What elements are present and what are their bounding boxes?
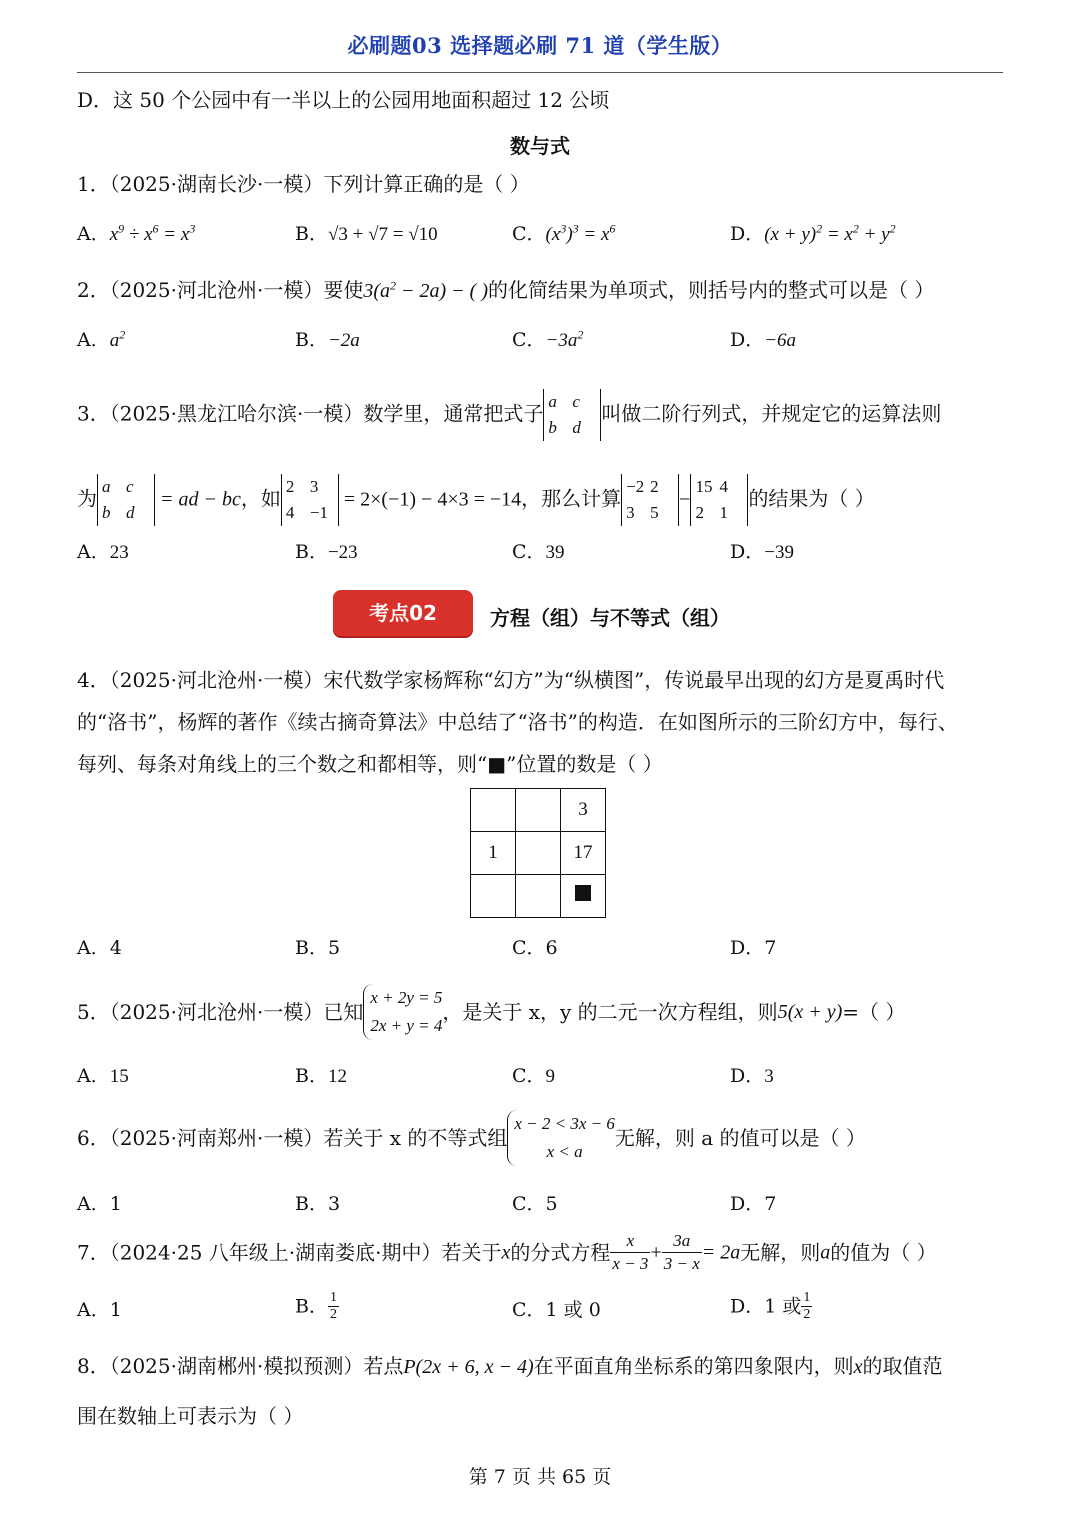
q3-stem: 3．（2025·黑龙江哈尔滨·一模）数学里，通常把式子 a c b d叫做二阶行列式，并规定它的运算法则 [77,389,941,441]
q4-line3: 每列、每条对角线上的三个数之和都相等，则“■”位置的数是（ ） [77,752,663,776]
q7-stem: 7．（2024·25 八年级上·湖南娄底·期中）若关于x的分式方程 $\frac{x}{x - 3}$ + $\frac{3a}{3 - x}$ = 2a无解，则a的值为（ ） [77,1231,937,1273]
q7-option-a: A．1 [77,1299,122,1321]
q8-line2: 围在数轴上可表示为（ ） [77,1404,304,1428]
topic-title: 方程（组）与不等式（组） [490,606,730,630]
q6-stem: 6．（2025·河南郑州·一模）若关于 x 的不等式组x − 2 < 3x − 6 x < a无解，则 a 的值可以是（ ） [77,1110,866,1166]
grid-cell: 1 [471,832,516,875]
q4-option-b: B．5 [295,937,341,959]
page-header-title: 必刷题03 选择题必刷 71 道（学生版） [347,33,733,58]
section-title: 数与式 [510,134,570,158]
q6-option-c: C．5 [512,1193,558,1215]
q1-option-c: C．$(x^3)^3 = x^6$ [512,221,616,245]
q2-option-b: B．−2a [295,329,360,351]
q2-stem: 2．（2025·河北沧州·一模）要使$3(a^2 - 2a)$ − ( )的化简结果为单项式，则括号内的整式可以是（ ） [77,278,935,302]
q3-option-a: A．23 [77,541,129,563]
q6-option-b: B．3 [295,1193,341,1215]
q5-option-d: D．3 [730,1065,774,1087]
grid-cell [561,875,606,918]
prev-option-d: D．这 50 个公园中有一半以上的公园用地面积超过 12 公顷 [77,88,610,112]
q3-option-d: D．−39 [730,541,794,563]
q1-stem: 1．（2025·湖南长沙·一模）下列计算正确的是（ ） [77,172,530,196]
q7-option-d: D．1 或 $\frac{1}{2}$ [730,1290,811,1322]
page-footer: 第 7 页 共 65 页 [468,1466,612,1488]
equation-system: x + 2y = 5 2x + y = 4 [363,984,442,1040]
q4-line1: 4．（2025·河北沧州·一模）宋代数学家杨辉称“幻方”为“纵横图”，传说最早出现的幻方是夏禹时代 [77,668,945,692]
grid-cell [516,789,561,832]
q1-option-b: B．√3 + √7 = √10 [295,223,438,245]
q7-option-c: C．1 或 0 [512,1299,601,1321]
grid-cell [471,789,516,832]
q4-option-c: C．6 [512,937,558,959]
q2-option-c: C．$-3a^2$ [512,327,584,351]
det-definition: a c b d [543,389,601,441]
topic-badge: 考点02 [333,590,473,636]
q1-option-a: A．$x^9 \div x^6 = x^3$ [77,221,196,245]
q4-option-a: A．4 [77,937,122,959]
q5-option-c: C．9 [512,1065,556,1087]
q3-option-b: B．−23 [295,541,358,563]
q6-option-a: A．1 [77,1193,122,1215]
q2-option-a: A．$a^2$ [77,327,126,351]
q5-option-a: A．15 [77,1065,129,1087]
q8-line1: 8．（2025·湖南郴州·模拟预测）若点P(2x + 6, x − 4)在平面直角坐标系的第四象限内，则x的取值范 [77,1354,943,1378]
magic-square-grid [470,788,606,918]
header-divider [77,72,1003,73]
grid-cell [516,875,561,918]
q4-option-d: D．7 [730,937,777,959]
grid-cell [516,832,561,875]
q7-option-b: B． $\frac{1}{2}$ [295,1290,337,1322]
black-square-icon [575,885,591,901]
grid-cell: 3 [561,789,606,832]
grid-cell: 17 [561,832,606,875]
q1-option-d: D．$(x + y)^2 = x^2 + y^2$ [730,221,896,245]
q5-stem: 5．（2025·河北沧州·一模）已知x + 2y = 5 2x + y = 4，是关于 x，y 的二元一次方程组，则5(x + y)=（ ） [77,984,905,1040]
q6-option-d: D．7 [730,1193,777,1215]
q2-option-d: D．−6a [730,329,797,351]
q3-stem-line2: 为 a c b d = ad − bc，如 2 3 4 −1 = 2×(−1) − 4×3 = −14，那么计算 −2 2 3 5−15 4 2 1的结果为（ ） [77,474,875,526]
inequality-system: x − 2 < 3x − 6 x < a [507,1110,615,1166]
q5-option-b: B．12 [295,1065,347,1087]
grid-cell [471,875,516,918]
q4-line2: 的“洛书”，杨辉的著作《续古摘奇算法》中总结了“洛书”的构造．在如图所示的三阶幻方中，每行、 [77,710,958,734]
q3-option-c: C．39 [512,541,565,563]
